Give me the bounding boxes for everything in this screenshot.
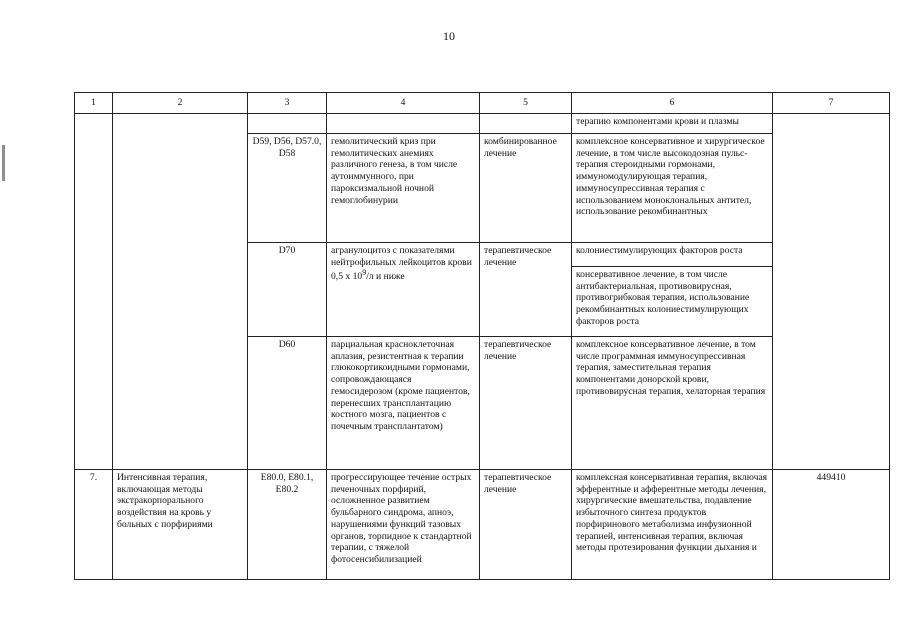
column-header-1: 1 <box>75 93 113 114</box>
table-row <box>75 114 890 134</box>
column-header-6: 6 <box>572 93 773 114</box>
treatment-cell: консервативное лечение, в том числе антибактериальная, противовирусная, противогрибковая терапия, использование рекомбинантных колониестимулирующих факторов роста <box>572 267 773 337</box>
name-cell <box>113 114 248 134</box>
table-row <box>75 134 890 243</box>
condition-text: агранулоцитоз с показателями нейтрофильных лейкоцитов крови 0,5 х 10 <box>331 245 472 283</box>
therapy-type-cell: терапевтическое лечение <box>480 243 572 337</box>
column-header-4: 4 <box>327 93 480 114</box>
therapy-type-cell <box>480 114 572 134</box>
treatment-cell: комплексная консервативная терапия, включая эфферентные и афферентные методы лечения, хирургические вмешательства, подавление избыточного синтеза продуктов порфиринового метаболизма инфузионной терапией, интенсивная терапия, включая методы протезирования функции дыхания и <box>572 470 773 580</box>
therapy-type-cell: терапевтическое лечение <box>480 470 572 580</box>
price-cell: 449410 <box>773 470 890 580</box>
codes-cell <box>248 114 327 134</box>
num-cell <box>75 134 113 243</box>
column-header-3: 3 <box>248 93 327 114</box>
page-number: 10 <box>443 29 455 43</box>
treatment-cell: колониестимулирующих факторов роста <box>572 243 773 267</box>
scan-artifact <box>2 145 5 181</box>
treatment-cell: терапию компонентами крови и плазмы <box>572 114 773 134</box>
header-row <box>75 93 890 114</box>
name-cell <box>113 134 248 243</box>
condition-unit: /л и ниже <box>366 271 405 283</box>
codes-cell: E80.0, E80.1, E80.2 <box>248 470 327 580</box>
column-header-7: 7 <box>773 93 890 114</box>
price-cell <box>773 337 890 470</box>
condition-cell <box>327 243 480 337</box>
codes-cell: D70 <box>248 243 327 337</box>
num-cell <box>75 114 113 134</box>
medical-care-table <box>74 92 890 580</box>
condition-cell: прогрессирующее течение острых печеночных порфирий, осложненное развитием бульбарного синдрома, апноэ, нарушениями функций тазовых органов, торпидное к стандартной терапии, с тяжелой фотосенсибилизацией <box>327 470 480 580</box>
condition-cell: парциальная красноклеточная аплазия, резистентная к терапии глюкокортикоидными гормонами, сопровождающаяся гемосидерозом (кроме пациентов, перенесших трансплантацию костного мозга, пациентов с почечным трансплантатом) <box>327 337 480 470</box>
num-cell <box>75 243 113 267</box>
therapy-type-cell: комбинированное лечение <box>480 134 572 243</box>
name-cell <box>113 243 248 267</box>
name-cell <box>113 337 248 470</box>
treatment-cell: комплексное консервативное лечение, в том числе программная иммуносупрессивная терапия, заместительная терапия компонентами донорской крови, противовирусная терапия, хелаторная терапия <box>572 337 773 470</box>
column-header-2: 2 <box>113 93 248 114</box>
table-row <box>75 337 890 470</box>
therapy-type-cell: терапевтическое лечение <box>480 337 572 470</box>
price-cell <box>773 243 890 267</box>
price-cell <box>773 134 890 243</box>
condition-cell: гемолитический криз при гемолитических анемиях различного генеза, в том числе аутоиммунного, при пароксизмальной ночной гемоглобинурии <box>327 134 480 243</box>
column-header-5: 5 <box>480 93 572 114</box>
name-cell <box>113 267 248 337</box>
condition-cell <box>327 114 480 134</box>
name-cell: Интенсивная терапия, включающая методы экстракорпорального воздействия на кровь у больных с порфириями <box>113 470 248 580</box>
codes-cell: D59, D56, D57.0, D58 <box>248 134 327 243</box>
num-cell: 7. <box>75 470 113 580</box>
num-cell <box>75 267 113 337</box>
price-cell <box>773 114 890 134</box>
table-row <box>75 243 890 267</box>
price-cell <box>773 267 890 337</box>
codes-cell: D60 <box>248 337 327 470</box>
table-row <box>75 470 890 580</box>
condition-exponent: 9 <box>362 268 367 278</box>
num-cell <box>75 337 113 470</box>
treatment-cell: комплексное консервативное и хирургическое лечение, в том числе высокодозная пульс-терапия стероидными гормонами, иммуномодулирующая терапия, иммуносупрессивная терапия с использованием моноклональных антител, использование рекомбинантных <box>572 134 773 243</box>
